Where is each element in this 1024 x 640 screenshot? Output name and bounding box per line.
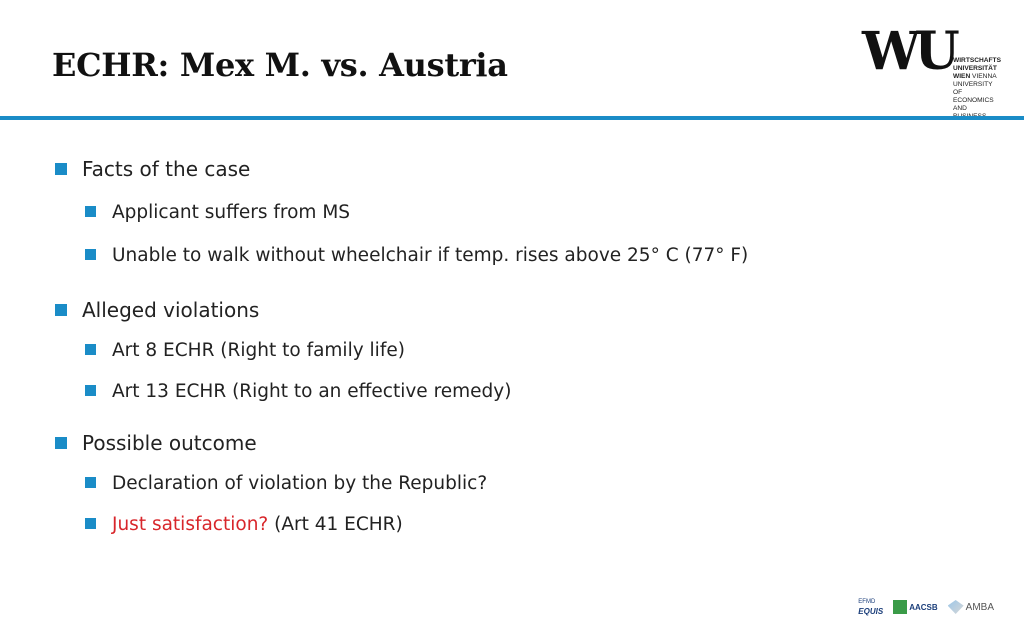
bullet-square-icon [55, 437, 67, 449]
bullet-square-icon [85, 249, 96, 260]
bullet-applicant-ms: Applicant suffers from MS [85, 202, 350, 223]
wu-logo-mark: WU [862, 21, 954, 82]
bullet-square-icon [85, 385, 96, 396]
title-divider [0, 116, 1024, 120]
aacsb-badge: AACSB [893, 600, 937, 614]
amba-badge: AMBA [948, 600, 994, 614]
bullet-square-icon [85, 518, 96, 529]
equis-badge: EFMD EQUIS [858, 599, 884, 616]
bullet-square-icon [85, 477, 96, 488]
bullet-wheelchair: Unable to walk without wheelchair if temp. rises above 25° C (77° F) [85, 245, 748, 266]
wu-logo [862, 21, 1002, 112]
slide-title: ECHR: Mex M. vs. Austria [52, 46, 508, 84]
bullet-declaration: Declaration of violation by the Republic? [85, 473, 487, 494]
bullet-art8: Art 8 ECHR (Right to family life) [85, 340, 405, 361]
bullet-square-icon [55, 304, 67, 316]
bullet-facts: Facts of the case [55, 157, 250, 181]
bullet-outcome: Possible outcome [55, 431, 257, 455]
amba-icon [948, 600, 964, 614]
highlight-text: Just satisfaction? [112, 514, 269, 535]
accreditation-badges [858, 598, 994, 616]
bullet-square-icon [85, 344, 96, 355]
bullet-just-satisfaction: Just satisfaction? (Art 41 ECHR) [85, 514, 403, 535]
bullet-square-icon [55, 163, 67, 175]
bullet-violations: Alleged violations [55, 298, 259, 322]
bullet-square-icon [85, 206, 96, 217]
aacsb-icon [893, 600, 907, 614]
wu-logo-text: WIRTSCHAFTS UNIVERSITÄT WIEN VIENNA UNIVERSITY OF ECONOMICS AND [953, 57, 1001, 112]
bullet-art13: Art 13 ECHR (Right to an effective remedy) [85, 381, 511, 402]
